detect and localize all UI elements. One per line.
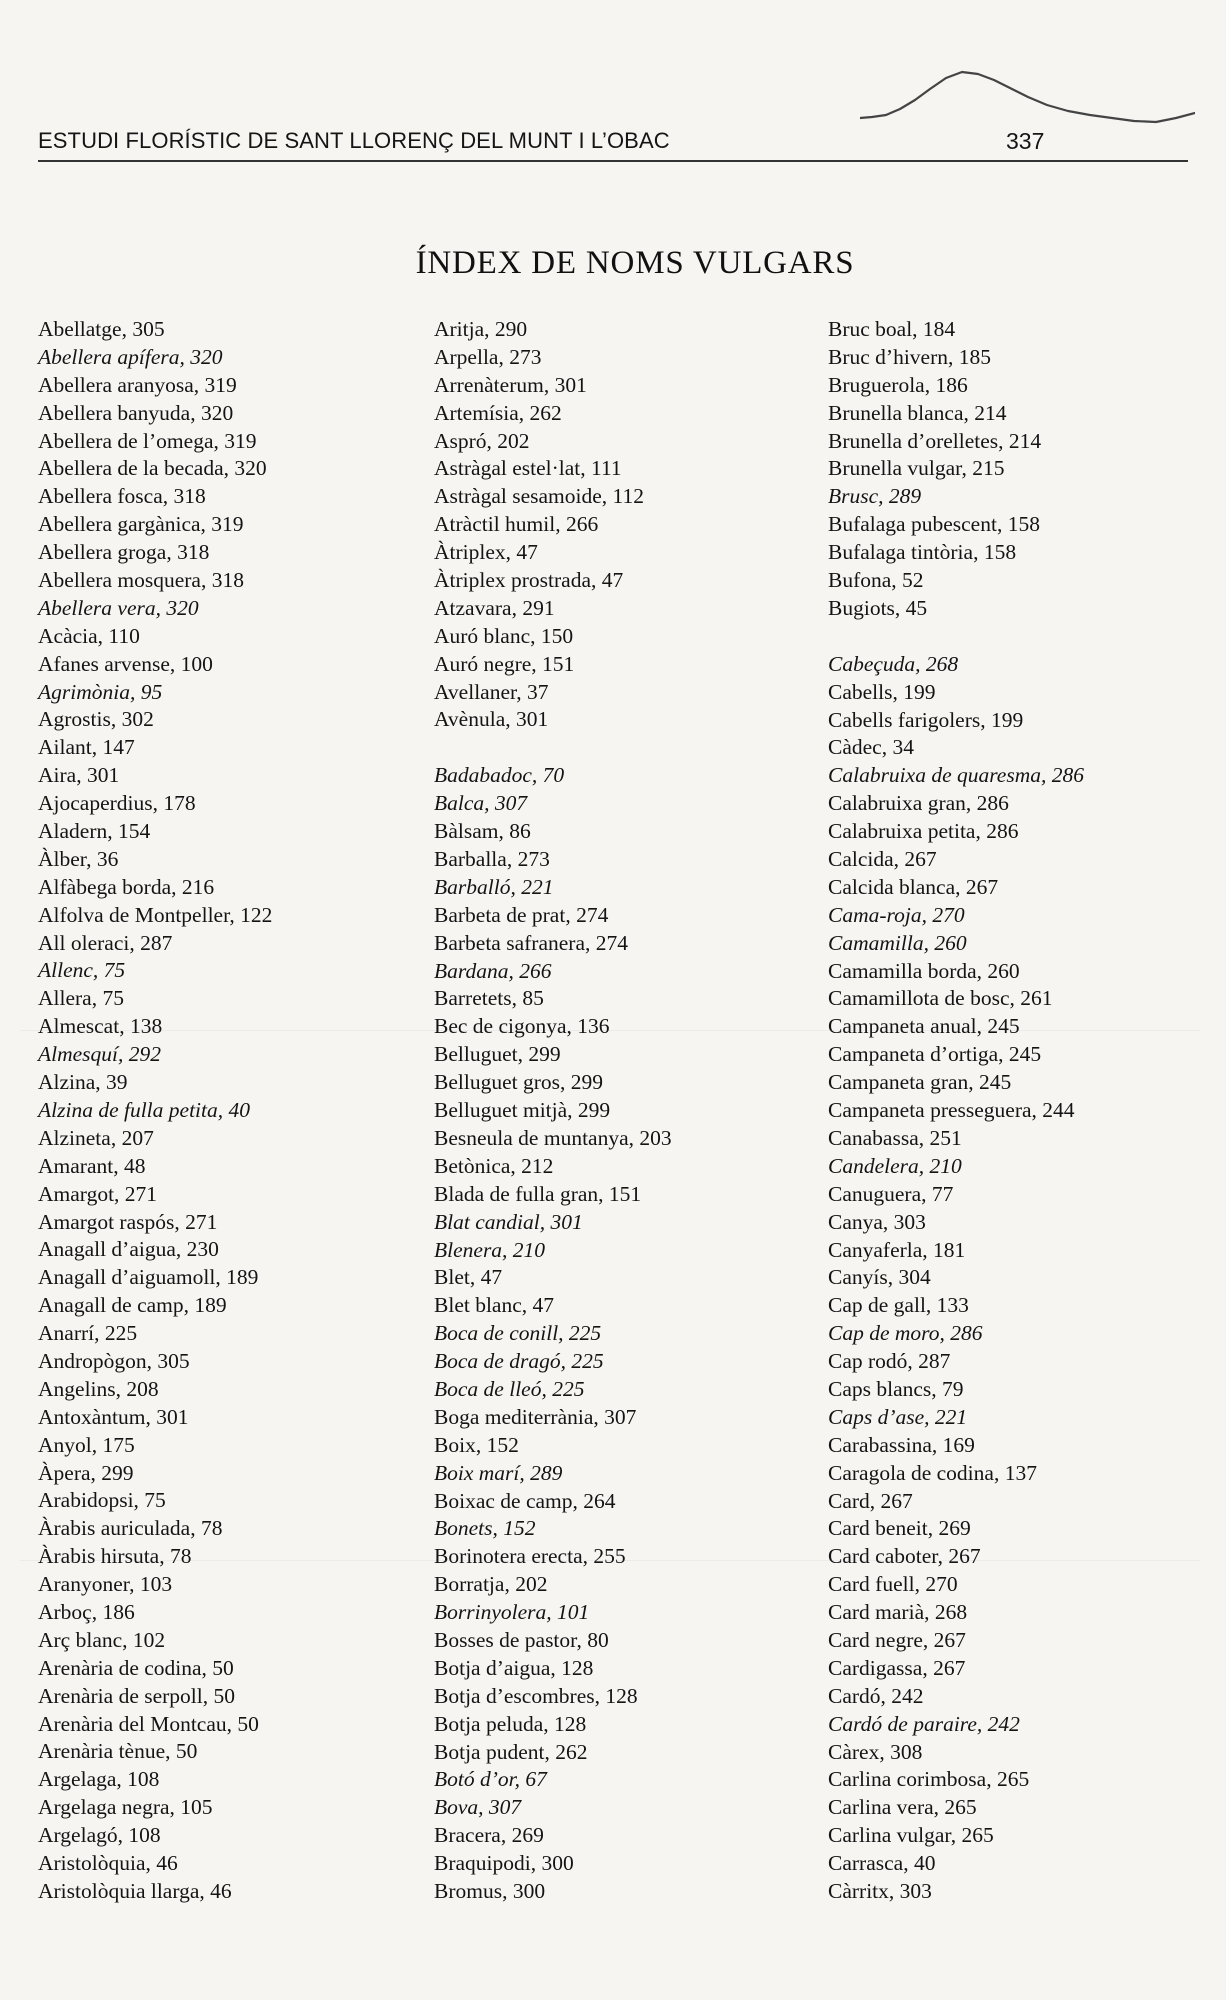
index-entry: Botja pudent, 262 [434,1739,588,1764]
index-entry: Campaneta d’ortiga, 245 [828,1042,1042,1067]
index-entry: Blenera, 210 [434,1237,546,1262]
index-entry: Card fuell, 270 [828,1572,958,1597]
index-entry: Agrimònia, 95 [38,679,163,704]
running-header [38,128,1188,158]
index-entry: Astràgal sesamoide, 112 [434,484,644,509]
index-entry: Cardó, 242 [828,1683,924,1708]
index-entry: Betònica, 212 [434,1153,554,1178]
index-entry: Boca de dragó, 225 [434,1349,604,1374]
index-column-3 [828,316,1158,1906]
index-entry: Amarant, 48 [38,1153,146,1178]
index-entry: Calcida, 267 [828,847,937,872]
index-entry: Ailant, 147 [38,735,135,760]
index-entry: All oleraci, 287 [38,930,173,955]
index-entry: Allenc, 75 [38,958,126,983]
index-entry: Brunella d’orelletes, 214 [828,428,1042,453]
index-entry: Card beneit, 269 [828,1516,971,1541]
index-entry: Barretets, 85 [434,986,544,1011]
index-entry: Bardana, 266 [434,958,552,983]
index-entry: Anagall de camp, 189 [38,1293,227,1318]
index-entry: Abellatge, 305 [38,317,165,341]
index-entry: Arç blanc, 102 [38,1627,166,1652]
index-entry: Afanes arvense, 100 [38,651,213,676]
page-number: 337 [1006,128,1045,154]
index-entry: Arenària tènue, 50 [38,1739,198,1764]
index-entry: Auró negre, 151 [434,651,575,676]
index-entry: Abellera de l’omega, 319 [38,428,257,453]
index-entry: Bugiots, 45 [828,595,928,620]
header-rule [38,160,1188,162]
index-entry: Acàcia, 110 [38,623,140,648]
index-entry: Àrabis auriculada, 78 [38,1516,223,1541]
index-entry: Abellera apífera, 320 [38,344,223,369]
index-entry: Card negre, 267 [828,1627,966,1652]
index-entry: Caragola de codina, 137 [828,1460,1037,1485]
index-entry: Aladern, 154 [38,819,151,844]
index-entry: Calabruixa gran, 286 [828,791,1009,816]
index-entry: Canyís, 304 [828,1265,931,1290]
index-entry: Agrostis, 302 [38,707,154,732]
index-entry: Cabeçuda, 268 [828,651,959,676]
index-entry: Barbeta de prat, 274 [434,902,609,927]
index-entry: Anagall d’aigua, 230 [38,1237,219,1262]
index-entry: Abellera de la becada, 320 [38,456,267,481]
index-entry: Belluguet mitjà, 299 [434,1098,611,1123]
index-entry: Auró blanc, 150 [434,623,574,648]
index-entry: Abellera banyuda, 320 [38,400,234,425]
index-entry: Boga mediterrània, 307 [434,1404,637,1429]
index-entry: Botja peluda, 128 [434,1711,587,1736]
index-entry: Belluguet, 299 [434,1042,561,1067]
index-entry: Balca, 307 [434,791,528,816]
index-entry: Càrex, 308 [828,1739,923,1764]
index-entry: Barballa, 273 [434,847,550,872]
index-entry: Card caboter, 267 [828,1544,981,1569]
index-entry: Boix, 152 [434,1432,519,1457]
index-entry: Cabells farigolers, 199 [828,707,1024,732]
index-entry: Bosses de pastor, 80 [434,1627,609,1652]
index-entry: Àtriplex, 47 [434,540,538,565]
index-entry: Arrenàterum, 301 [434,372,587,397]
index-entry: Bruc boal, 184 [828,317,956,341]
index-entry: Caps d’ase, 221 [828,1404,968,1429]
index-entry: Anagall d’aiguamoll, 189 [38,1265,259,1290]
index-entry: Aira, 301 [38,763,120,788]
index-entry: Bec de cigonya, 136 [434,1014,610,1039]
index-entry: Bruc d’hivern, 185 [828,344,992,369]
index-entry: Boca de conill, 225 [434,1321,602,1346]
index-entry: Cap de moro, 286 [828,1321,983,1346]
index-entry: Cama-roja, 270 [828,902,965,927]
index-entry: Aranyoner, 103 [38,1572,173,1597]
index-entry: Arenària del Montcau, 50 [38,1711,259,1736]
index-entry: Borrinyolera, 101 [434,1600,590,1625]
index-entry: Barbeta safranera, 274 [434,930,628,955]
index-entry: Bracera, 269 [434,1823,544,1848]
index-entry: Alzina, 39 [38,1070,128,1095]
mountain-icon [860,64,1195,124]
index-entry: Cardigassa, 267 [828,1655,966,1680]
index-entry: Calcida blanca, 267 [828,874,999,899]
index-entry: Carlina vera, 265 [828,1795,977,1820]
index-entry: Abellera vera, 320 [38,595,199,620]
index-entry: Argelaga negra, 105 [38,1795,213,1820]
index-entry: Calabruixa de quaresma, 286 [828,763,1084,788]
index-column-2 [434,316,824,1906]
index-entry: Arenària de serpoll, 50 [38,1683,236,1708]
index-entry: Abellera gargànica, 319 [38,512,244,537]
index-entry: Badabadoc, 70 [434,763,565,788]
index-entry: Campaneta presseguera, 244 [828,1098,1075,1123]
index-entry: Boca de lleó, 225 [434,1376,585,1401]
index-entry: Àlber, 36 [38,846,119,871]
index-entry: Aristolòquia llarga, 46 [38,1878,232,1903]
index-entry: Canya, 303 [828,1209,926,1234]
index-entry: Carlina corimbosa, 265 [828,1767,1030,1792]
index-entry: Cap rodó, 287 [828,1349,951,1374]
index-entry: Brunella blanca, 214 [828,400,1007,425]
index-entry: Canyaferla, 181 [828,1237,966,1262]
index-entry: Anyol, 175 [38,1432,135,1457]
index-entry: Àrabis hirsuta, 78 [38,1544,192,1569]
index-entry: Bonets, 152 [434,1516,536,1541]
index-entry: Carrasca, 40 [828,1851,936,1876]
index-entry: Abellera fosca, 318 [38,484,206,509]
index-entry: Argelaga, 108 [38,1767,160,1792]
index-entry: Angelins, 208 [38,1376,159,1401]
index-entry: Aspró, 202 [434,428,530,453]
index-entry: Almescat, 138 [38,1014,163,1039]
index-entry: Argelagó, 108 [38,1823,161,1848]
index-entry: Cardó de paraire, 242 [828,1711,1020,1736]
index-entry: Arboç, 186 [38,1599,135,1624]
index-entry: Alfàbega borda, 216 [38,874,215,899]
index-entry: Botja d’aigua, 128 [434,1655,594,1680]
index-entry: Blada de fulla gran, 151 [434,1181,642,1206]
index-entry: Bufalaga pubescent, 158 [828,512,1040,537]
index-entry: Càrritx, 303 [828,1878,932,1903]
index-entry: Bufona, 52 [828,568,924,593]
index-entry: Artemísia, 262 [434,400,562,425]
index-entry: Andropògon, 305 [38,1348,190,1373]
index-entry: Borratja, 202 [434,1572,548,1597]
index-entry: Besneula de muntanya, 203 [434,1125,672,1150]
index-entry: Brusc, 289 [828,484,922,509]
index-entry: Aritja, 290 [434,317,528,341]
index-entry: Brunella vulgar, 215 [828,456,1005,481]
index-entry: Arpella, 273 [434,344,542,369]
index-entry: Àtriplex prostrada, 47 [434,568,624,593]
index-entry: Boix marí, 289 [434,1460,563,1485]
index-entry: Canuguera, 77 [828,1181,954,1206]
index-entry: Candelera, 210 [828,1153,962,1178]
index-entry: Campaneta gran, 245 [828,1070,1012,1095]
index-entry: Belluguet gros, 299 [434,1070,603,1095]
page-title: ÍNDEX DE NOMS VULGARS [415,245,855,282]
index-entry: Amargot, 271 [38,1181,158,1206]
index-entry: Canabassa, 251 [828,1125,962,1150]
index-entry: Borinotera erecta, 255 [434,1544,626,1569]
index-entry: Bàlsam, 86 [434,819,531,844]
index-entry: Boixac de camp, 264 [434,1488,616,1513]
index-entry: Carlina vulgar, 265 [828,1823,994,1848]
index-entry: Blet blanc, 47 [434,1293,555,1318]
paper-texture-line [20,1560,1200,1561]
index-entry: Calabruixa petita, 286 [828,819,1019,844]
index-entry: Antoxàntum, 301 [38,1404,189,1429]
index-entry: Braquipodi, 300 [434,1851,574,1876]
index-entry: Blat candial, 301 [434,1209,583,1234]
index-column-1 [38,316,428,1906]
index-entry: Bruguerola, 186 [828,372,968,397]
index-entry: Avènula, 301 [434,707,549,732]
index-entry: Carabassina, 169 [828,1432,975,1457]
index-entry: Càdec, 34 [828,735,914,760]
index-entry: Caps blancs, 79 [828,1376,964,1401]
index-entry: Camamillota de bosc, 261 [828,986,1053,1011]
index-entry: Alzineta, 207 [38,1125,154,1150]
index-entry: Atzavara, 291 [434,595,555,620]
index-entry: Abellera mosquera, 318 [38,568,244,593]
index-entry: Almesquí, 292 [38,1042,162,1067]
index-entry: Alfolva de Montpeller, 122 [38,902,273,927]
index-entry: Alzina de fulla petita, 40 [38,1097,250,1122]
index-entry: Arenària de codina, 50 [38,1655,234,1680]
index-entry: Aristolòquia, 46 [38,1850,178,1875]
index-entry: Cabells, 199 [828,679,936,704]
index-entry: Abellera aranyosa, 319 [38,372,237,397]
index-entry: Anarrí, 225 [38,1321,138,1346]
index-entry: Cap de gall, 133 [828,1293,969,1318]
index-entry: Astràgal estel·lat, 111 [434,456,622,481]
index-entry: Blet, 47 [434,1265,503,1290]
index-entry: Camamilla borda, 260 [828,958,1020,983]
index-entry: Bova, 307 [434,1795,522,1820]
index-entry: Avellaner, 37 [434,679,549,704]
index-entry: Card, 267 [828,1488,913,1513]
index-entry: Arabidopsi, 75 [38,1488,166,1513]
index-entry: Camamilla, 260 [828,930,967,955]
index-entry: Abellera groga, 318 [38,540,210,565]
index-entry: Card marià, 268 [828,1600,968,1625]
index-entry: Ajocaperdius, 178 [38,791,196,816]
index-entry: Bromus, 300 [434,1878,546,1903]
index-entry: Amargot raspós, 271 [38,1209,218,1234]
index-entry: Barballó, 221 [434,874,554,899]
index-entry: Bufalaga tintòria, 158 [828,540,1017,565]
paper-texture-line [20,1030,1200,1031]
index-entry: Allera, 75 [38,986,124,1011]
running-title: ESTUDI FLORÍSTIC DE SANT LLORENÇ DEL MUNT I L’OBAC [38,128,670,153]
index-entry: Botó d’or, 67 [434,1767,547,1792]
index-entry: Botja d’escombres, 128 [434,1683,638,1708]
index-entry: Atràctil humil, 266 [434,512,599,537]
index-entry: Campaneta anual, 245 [828,1014,1020,1039]
index-entry: Àpera, 299 [38,1460,134,1485]
